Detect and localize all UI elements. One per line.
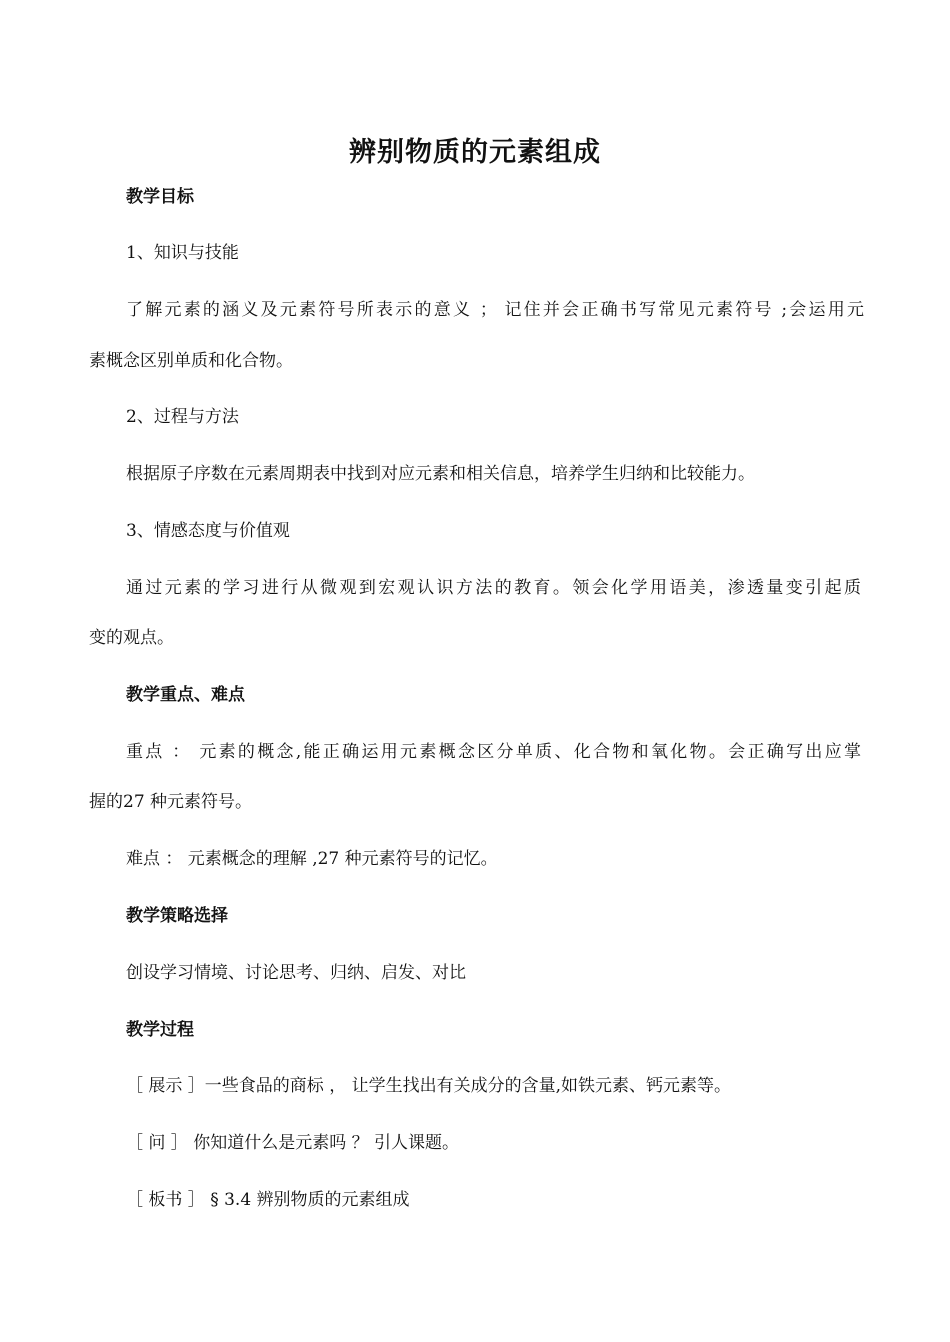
key-point-line-2: 握的27 种元素符号。 bbox=[89, 792, 253, 812]
process-item-board: ［ 板书 ］ § 3.4 辨别物质的元素组成 bbox=[126, 1190, 410, 1210]
heading-teaching-process: 教学过程 bbox=[126, 1020, 194, 1040]
heading-key-difficult-points: 教学重点、难点 bbox=[126, 685, 245, 705]
process-item-question: ［ 问 ］ 你知道什么是元素吗 ？ 引人课题。 bbox=[126, 1133, 460, 1153]
paragraph-emotion-line-1: 通过元素的学习进行从微观到宏观认识方法的教育。领会化学用语美，渗透量变引起质 bbox=[126, 578, 861, 598]
process-item-show: ［ 展示 ］一些食品的商标 ， 让学生找出有关成分的含量,如铁元素、钙元素等。 bbox=[126, 1076, 732, 1096]
difficult-point: 难点 ： 元素概念的理解 ,27 种元素符号的记忆。 bbox=[126, 849, 498, 869]
subheading-emotion-values: 3、情感态度与价值观 bbox=[126, 521, 290, 541]
teaching-strategy-text: 创设学习情境、讨论思考、归纳、启发、对比 bbox=[126, 963, 466, 983]
paragraph-knowledge-line-1: 了解元素的涵义及元素符号所表示的意义 ； 记住并会正确书写常见元素符号 ;会运用元 bbox=[126, 300, 864, 320]
document-title: 辨别物质的元素组成 bbox=[349, 137, 601, 168]
paragraph-emotion-line-2: 变的观点。 bbox=[89, 628, 174, 648]
paragraph-knowledge-line-2: 素概念区别单质和化合物。 bbox=[89, 351, 293, 371]
subheading-knowledge-skills: 1、知识与技能 bbox=[126, 243, 239, 263]
heading-teaching-objectives: 教学目标 bbox=[126, 187, 194, 207]
subheading-process-methods: 2、过程与方法 bbox=[126, 407, 239, 427]
heading-teaching-strategy: 教学策略选择 bbox=[126, 906, 228, 926]
paragraph-process-methods: 根据原子序数在元素周期表中找到对应元素和相关信息，培养学生归纳和比较能力。 bbox=[126, 464, 755, 484]
key-point-line-1: 重点 ： 元素的概念,能正确运用元素概念区分单质、化合物和氧化物。会正确写出应掌 bbox=[126, 742, 861, 762]
